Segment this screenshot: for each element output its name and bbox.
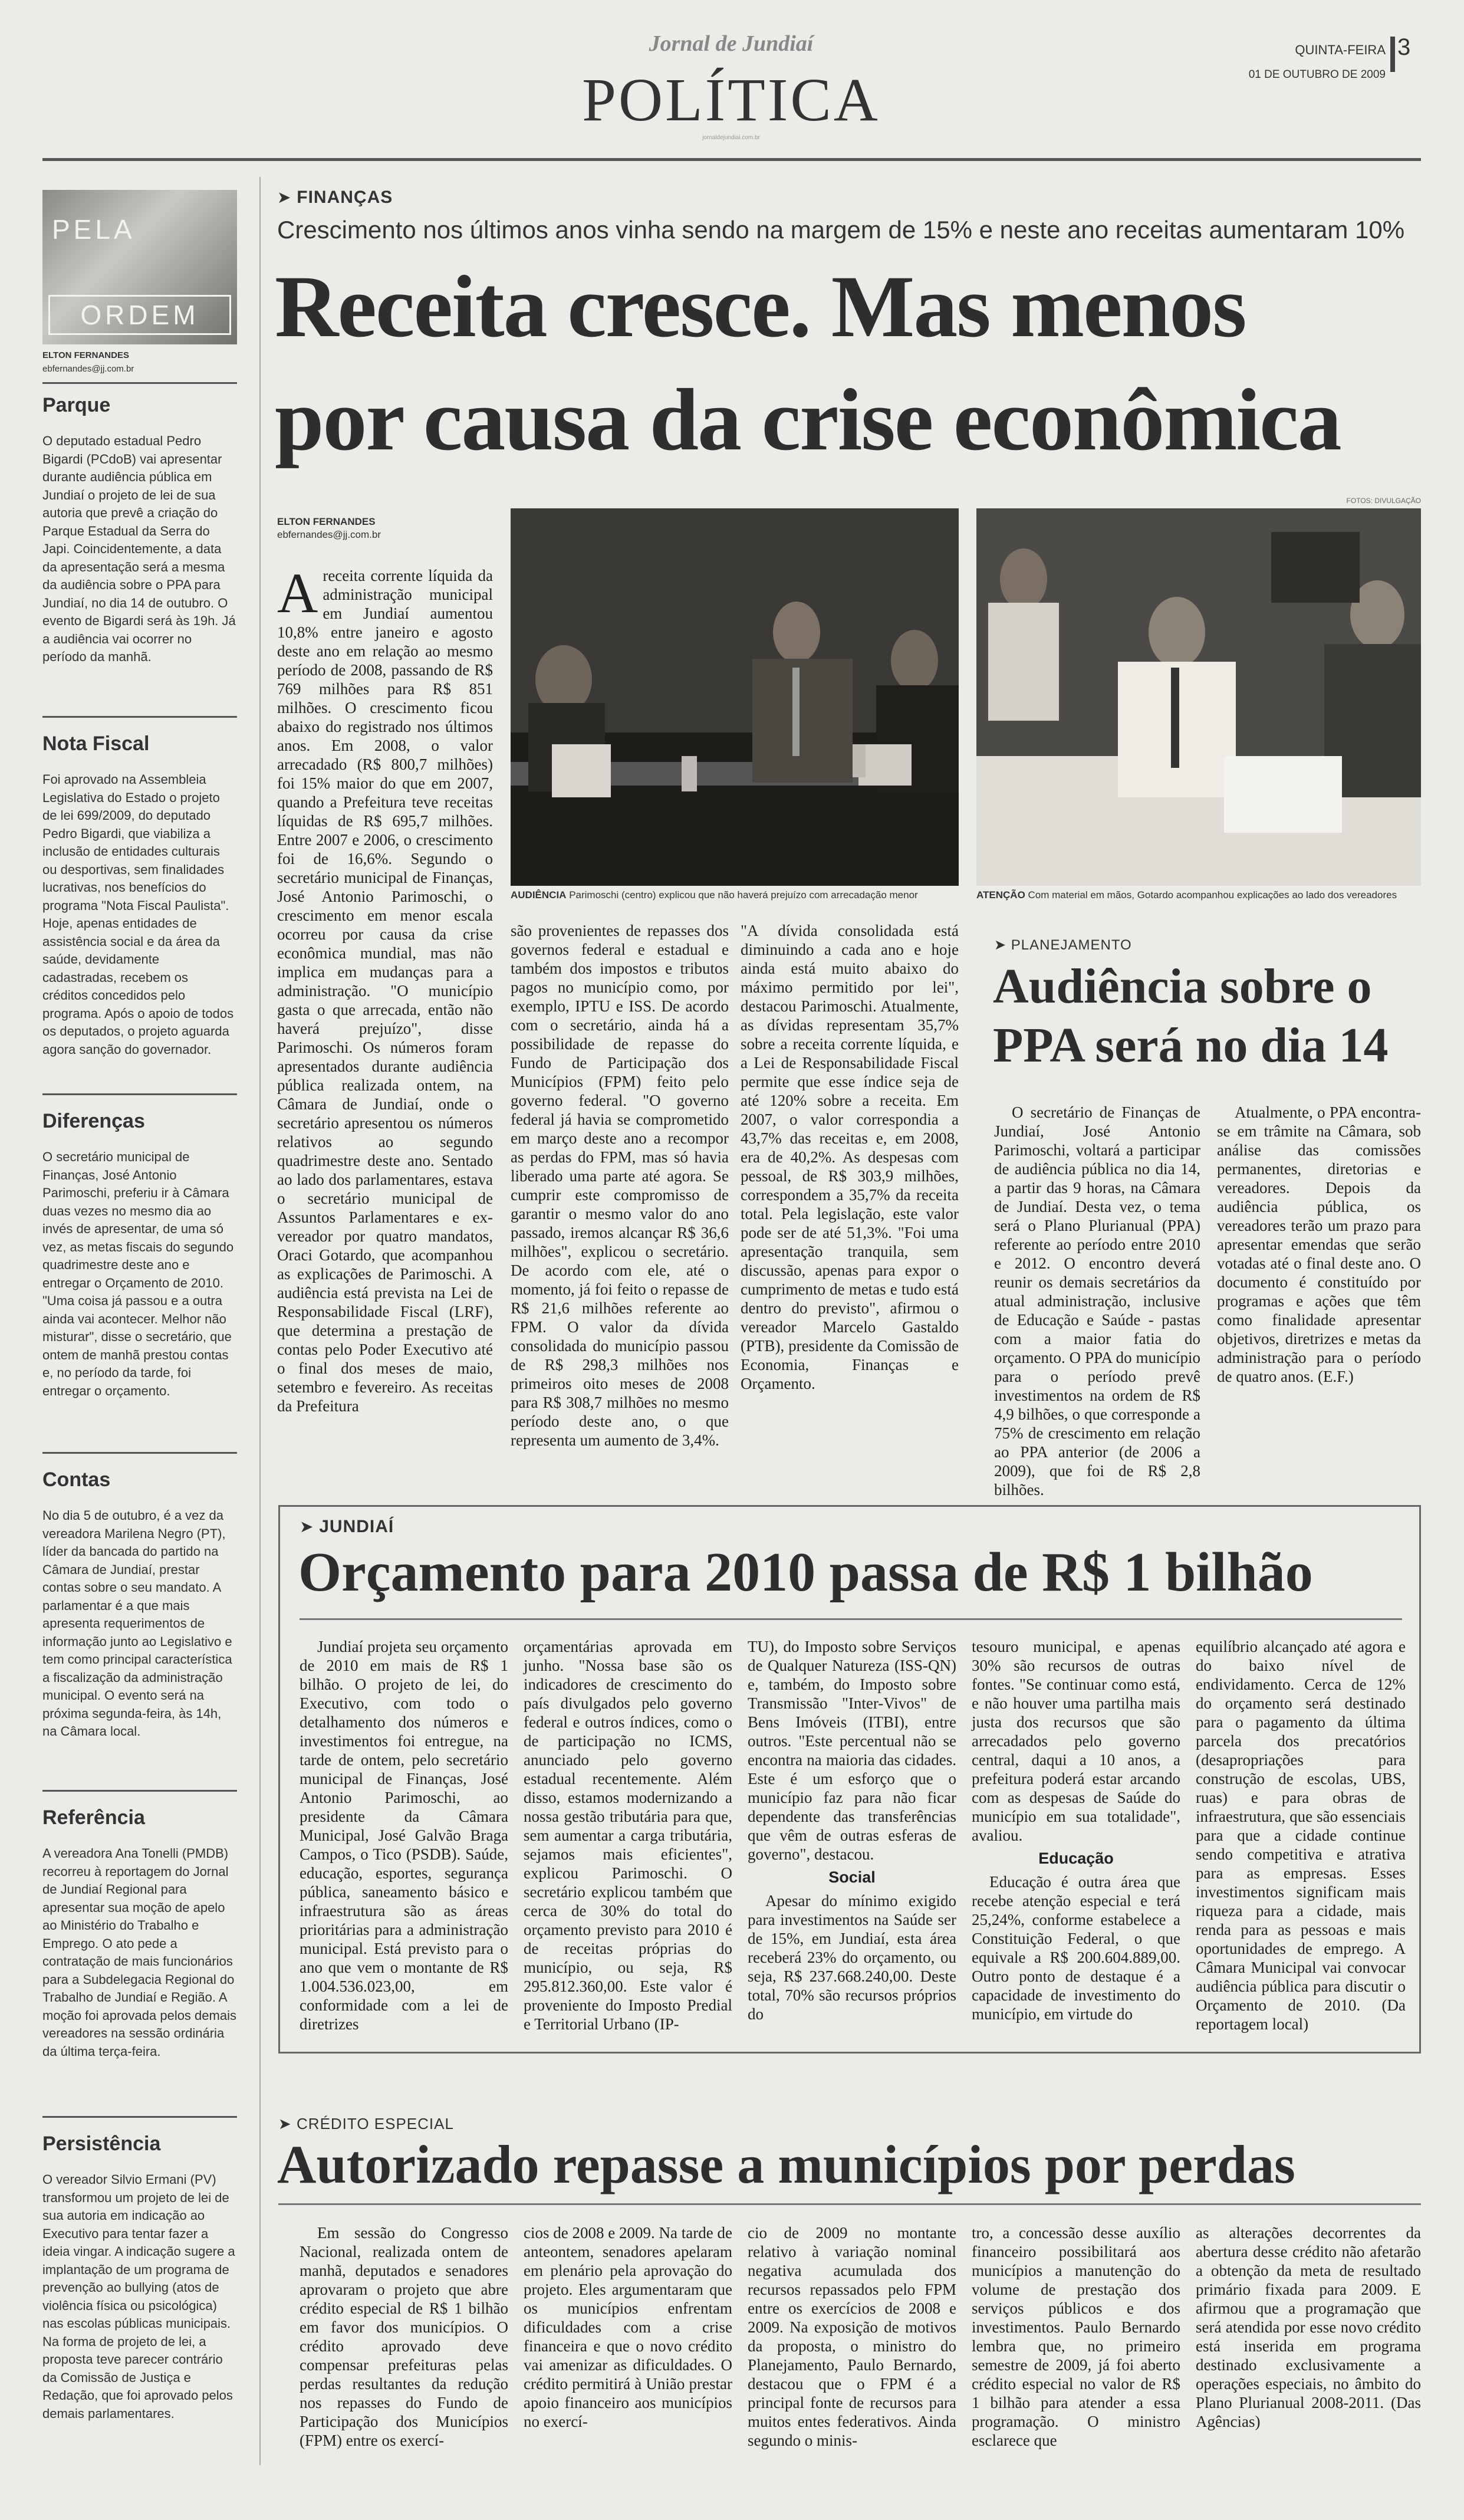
budget-col1-text: Jundiaí projeta seu orçamento de 2010 em mais de R$ 1 bilhão. O projeto de lei, do Executivo, com todo o detalhamento dos números e investimentos foi entregue, na tarde de ontem, pelo secretário municipal de Finanças, José Antonio Parimoschi, ao presidente da Câmara Municipal, José Galvão Braga Campos, o Tico (PSDB). Saúde, educação, esportes, segurança pública, saneamento básico e infraestrutura são as áreas prioritárias para a administração municipal. Está previsto para o ano que vem o montante de R$ 1.004.536.023,00, em conformidade com a lei de diretrizes: [300, 1638, 508, 2033]
main-headline-line1: Receita cresce. Mas menos: [275, 258, 1246, 356]
main-author: ELTON FERNANDES: [277, 516, 376, 527]
page-number: 3: [1397, 34, 1411, 60]
sidebar-vertical-rule: [259, 177, 261, 2465]
sidebar-rule: [42, 1093, 237, 1095]
budget-kicker: ➤ JUNDIAÍ: [300, 1517, 394, 1536]
kicker-arrow-icon: ➤: [300, 1517, 320, 1536]
note-title: Nota Fiscal: [42, 732, 150, 755]
main-col3-text: "A dívida consolidada está diminuindo a cada ano e hoje ainda está muito abaixo do máximo permitido por lei", destacou Parimoschi. Atualmente, as dívidas representam 35,7% sobre a receita corrente líquida, e a Lei de Responsabilidade Fiscal permite que esse índice seja de até 120% sobre a receita. Em 2007, o valor correspondia a 43,7% das receitas e, em 2008, era de 40,2%. As despesas com pessoal, de R$ 303,9 milhões, correspondem a 35,7% da receita total. Pela legislação, este valor pode ser de até 51,3%. "Foi uma apresentação tranquila, sem discussão, apenas para expor o cumprimento de metas e tudo está dentro do previsto", afirmou o vereador Marcelo Gastaldo (PTB), presidente da Comissão de Economia, Finanças e Orçamento.: [741, 922, 959, 1392]
section-title: POLÍTICA: [582, 66, 880, 134]
budget-col5-text: equilíbrio alcançado até agora e do baixo nível de endividamento. Cerca de 12% do orçamento será destinado para o pagamento da última parcela dos precatórios (desapropriações para construção de escolas, UBS, ruas) e para obras de infraestrutura, que são essenciais para que a cidade continue sendo competitiva e atrativa para as empresas. Esses investimentos significam mais riqueza para a cidade, mais renda para as pessoas e mais oportunidades de emprego. A Câmara Municipal vai convocar audiência pública para discutir o Orçamento de 2010. (Da reportagem local): [1196, 1638, 1406, 2033]
sidebar-note-parque: [42, 394, 237, 666]
photo-credit: FOTOS: DIVULGAÇÃO: [1346, 497, 1421, 505]
note-text: O deputado estadual Pedro Bigardi (PCdoB) vai apresentar durante audiência pública em Jundiaí o projeto de lei de sua autoria que prevê a criação do Parque Estadual da Serra do Japi. Coincidentemente, a data da apresentação será a mesma da audiência sobre o PPA para Jundiaí, no dia 14 de outubro. O evento de Bigardi será às 19h. Já a audiência vai ocorrer no período da manhã.: [42, 433, 236, 664]
budget-col-3: [748, 1637, 956, 2044]
main-col2-text: são provenientes de repasses dos governos federal e estadual e também dos impostos e tributos pagos no município como, por exemplo, IPTU e ISS. De acordo com o secretário, ainda há a possibilidade de repasse do Fundo de Participação dos Municípios (FPM) feito pelo governo federal. "O governo federal já havia se comprometido em março deste ano a recompor as perdas do FPM, mas só havia liberado uma parte até agora. Se cumprir este compromisso de garantir o mesmo valor do ano passado, iremos alcançar R$ 36,6 milhões", explicou o secretário. De acordo com ele, até o momento, já foi feito o repasse de R$ 21,6 milhões referente ao FPM. O valor da dívida consolidada do município passou de R$ 298,3 milhões nos primeiros oito meses de 2008 para R$ 308,7 milhões no mesmo período deste ano, o que representa um aumento de 3,4%.: [511, 922, 729, 1449]
note-title: Contas: [42, 1468, 111, 1491]
budget-headline: Orçamento para 2010 passa de R$ 1 bilhão: [298, 1542, 1313, 1603]
credit-col-3: [748, 2223, 956, 2459]
note-title: Referência: [42, 1806, 145, 1829]
credit-col1-text: Em sessão do Congresso Nacional, realizada ontem de manhã, deputados e senadores aprovaram o projeto que abre crédito especial de R$ 1 bilhão em favor dos municípios. O crédito aprovado deve compensar prefeituras pelas perdas resultantes da redução nos repasses do Fundo de Participação dos Municípios (FPM) entre os exercí-: [300, 2224, 508, 2449]
sidebar-rule: [42, 2116, 237, 2118]
ppa-col-1: [994, 1103, 1200, 1499]
logo-top-text: PELA: [52, 214, 136, 245]
column-logo: [42, 190, 237, 344]
photo-audiencia: [511, 508, 959, 886]
credit-col3-text: cio de 2009 no montante relativo à variação nominal negativa acumulada dos recursos repassados pelo FPM entre os exercícios de 2008 e 2009. Na exposição de motivos da proposta, o ministro do Planejamento, Paulo Bernardo, destacou que o FPM é a principal fonte de recursos para muitos entes federativos. Ainda segundo o minis-: [748, 2224, 956, 2449]
ppa-col-2: [1217, 1103, 1421, 1480]
sidebar-note-referencia: [42, 1806, 237, 2061]
sidebar-rule: [42, 716, 237, 718]
note-title: Parque: [42, 394, 111, 416]
logo-bottom-text: ORDEM: [48, 295, 231, 335]
paper-name: Jornal de Jundiaí: [649, 31, 814, 56]
ppa-col1-text: O secretário de Finanças de Jundiaí, José Antonio Parimoschi, voltará a participar de audiência pública no dia 14, a partir das 9 horas, na Câmara de Jundiaí. Desta vez, o tema será o Plano Plurianual (PPA) referente ao período entre 2010 e 2012. O encontro deverá reunir os demais secretários da atual administração, inclusive de Educação e Saúde - pastas com a maior fatia do orçamento. O PPA do município para o período prevê investimentos na ordem de R$ 4,9 bilhões, o que corresponde a 75% de crescimento em relação ao PPA anterior (de 2006 a 2009), que foi de R$ 2,8 bilhões.: [994, 1103, 1200, 1499]
note-text: A vereadora Ana Tonelli (PMDB) recorreu à reportagem do Jornal de Jundiaí Regional para apresentar sua moção de apelo ao Ministério do Trabalho e Emprego. O ato pede a contratação de mais funcionários para a Subdelegacia Regional do Trabalho de Jundiaí e Região. A moção foi aprovada pelos demais vereadores na sessão ordinária da última terça-feira.: [42, 1846, 236, 2059]
date: 01 DE OUTUBRO DE 2009: [1248, 68, 1386, 81]
budget-rule: [300, 1618, 1402, 1620]
credit-col-1: [300, 2223, 508, 2459]
caption-text: Parimoschi (centro) explicou que não haverá prejuízo com arrecadação menor: [569, 889, 918, 901]
credit-col2-text: cios de 2008 e 2009. Na tarde de anteontem, senadores apelaram em plenário pela aprovação do projeto. Eles argumentaram que os municípios enfrentam dificuldades com a crise financeira e que o novo crédito vai amenizar as dificuldades. O crédito permitirá à União prestar apoio financeiro aos municípios no exercí-: [524, 2224, 732, 2430]
sidebar-email: ebfernandes@jj.com.br: [42, 364, 134, 374]
credit-kicker: ➤ CRÉDITO ESPECIAL: [278, 2115, 454, 2133]
caption-label: AUDIÊNCIA: [511, 889, 567, 901]
masthead-divider: [42, 158, 1421, 161]
photo-atencao: [976, 508, 1421, 886]
credit-headline: Autorizado repasse a municípios por perdas: [277, 2134, 1295, 2194]
main-email: ebfernandes@jj.com.br: [277, 529, 381, 540]
budget-subhead-educacao: Educação: [1038, 1849, 1114, 1867]
note-text: O secretário municipal de Finanças, José Antonio Parimoschi, preferiu ir à Câmara duas vezes no mesmo dia ao invés de apresentar, de uma só vez, as metas fiscais do segundo quadrimestre deste ano e entregar o Orçamento de 2010. "Uma coisa já passou e a outra ainda vai acontecer. Melhor não misturar", disse o secretário, que ontem de manhã prestou contas e, no período da tarde, foi entregar o orçamento.: [42, 1149, 234, 1398]
kicker-arrow-icon: ➤: [278, 2115, 297, 2133]
page-number-bar: [1390, 37, 1395, 72]
credit-col-5: [1196, 2223, 1421, 2459]
kicker-arrow-icon: ➤: [277, 188, 297, 206]
caption-text: Com material em mãos, Gotardo acompanhou explicações ao lado dos vereadores: [1028, 889, 1397, 901]
budget-col-5: [1196, 1637, 1406, 2044]
budget-col-4: [972, 1637, 1180, 2044]
photo2-caption: [976, 889, 1397, 901]
sidebar-rule: [42, 382, 237, 384]
budget-col2-text: orçamentárias aprovada em junho. "Nossa base são os indicadores de crescimento do país divulgados pelo governo federal e outros índices, como o de participação no ICMS, anunciado pelo governo estadual recentemente. Além disso, estamos modernizando a nossa gestão tributária para que, sem aumentar a carga tributária, sejamos mais eficientes", explicou Parimoschi. O secretário explicou também que cerca de 30% do total do orçamento previsto para 2010 é de receitas próprias do município, ou seja, R$ 295.812.360,00. Este valor é proveniente do Imposto Predial e Territorial Urbano (IP-: [524, 1638, 732, 2033]
caption-label: ATENÇÃO: [976, 889, 1025, 901]
credit-col4-text: tro, a concessão desse auxílio financeiro possibilitará aos municípios a manutenção do volume de prestação dos serviços públicos e dos investimentos. Paulo Bernardo lembra que, no primeiro semestre de 2009, já foi aberto crédito especial no valor de R$ 1 bilhão para atender a essa programação. O ministro esclarece que: [972, 2224, 1180, 2449]
sidebar-note-persistencia: [42, 2133, 237, 2423]
sidebar-rule: [42, 1452, 237, 1454]
kicker-arrow-icon: ➤: [994, 937, 1011, 953]
ppa-kicker: ➤ PLANEJAMENTO: [994, 937, 1132, 953]
main-col-3: [741, 921, 959, 1476]
sidebar-note-contas: [42, 1468, 237, 1741]
main-kicker: ➤ FINANÇAS: [277, 188, 393, 207]
dropcap: A: [277, 561, 318, 625]
weekday: QUINTA-FEIRA: [1295, 42, 1386, 57]
budget-col3-cont: Apesar do mínimo exigido para investimentos na Saúde ser de 15%, em Jundiaí, esta área receberá 23% do orçamento, ou seja, R$ 237.668.240,00. Deste total, 70% são recursos próprios do: [748, 1892, 956, 2023]
photo1-caption: [511, 889, 918, 901]
budget-col-1: [300, 1637, 508, 2044]
sidebar-rule: [42, 1790, 237, 1792]
note-text: Foi aprovado na Assembleia Legislativa do Estado o projeto de lei 699/2009, do deputado Pedro Bigardi, que viabiliza a inclusão de entidades culturais ou desportivas, sem finalidades lucrativas, nos benefícios do programa "Nota Fiscal Paulista". Hoje, apenas entidades de assistência social e da área da saúde, devidamente cadastradas, recebem os créditos concedidos pelo programa. Após o apoio de todos os deputados, o projeto aguarda agora sanção do governador.: [42, 772, 234, 1057]
main-col-2: [511, 921, 729, 1476]
budget-col4-cont: Educação é outra área que recebe atenção especial e terá 25,24%, conforme estabelece a Constituição Federal, o que equivale a R$ 200.604.889,00. Outro ponto de destaque é a capacidade de investimento do município, em virtude do: [972, 1873, 1180, 2023]
credit-col-2: [524, 2223, 732, 2459]
note-title: Diferenças: [42, 1110, 145, 1132]
note-title: Persistência: [42, 2133, 161, 2155]
credit-col5-text: as alterações decorrentes da abertura desse crédito não afetarão a obtenção da meta de resultado primário fixada para 2009. E afirmou que a programação que será atendida por esse novo crédito está inserida em programa destinado exclusivamente a operações especiais, no âmbito do Plano Plurianual 2008-2011. (Das Agências): [1196, 2224, 1421, 2430]
sidebar-note-nota-fiscal: [42, 732, 237, 1059]
note-text: O vereador Silvio Ermani (PV) transformou um projeto de lei de sua autoria em indicação ao Executivo para tentar fazer a ideia vingar. A indicação sugere a implantação de um programa de prevenção ao bullying (atos de violência física ou psicológica) nas escolas públicas municipais. Na forma de projeto de lei, a proposta teve parecer contrário da Comissão de Justiça e Redação, que foi aprovado pelos demais parlamentares.: [42, 2172, 235, 2421]
credit-rule: [278, 2203, 1421, 2205]
budget-subhead-social: Social: [828, 1868, 876, 1886]
sidebar-author: ELTON FERNANDES: [42, 350, 129, 360]
main-headline-line2: por causa da crise econômica: [275, 371, 1341, 469]
credit-col-4: [972, 2223, 1180, 2459]
note-text: No dia 5 de outubro, é a vez da vereadora Marilena Negro (PT), líder da bancada do partido na Câmara de Jundiaí, prestar contas sobre o seu mandato. A parlamentar é a que mais apresenta requerimentos de informação junto ao Legislativo e tem como principal característica a fiscalização da administração municipal. O evento será na próxima segunda-feira, às 14h, na Câmara local.: [42, 1508, 232, 1739]
budget-col-2: [524, 1637, 732, 2044]
ppa-headline-line1: Audiência sobre o: [993, 959, 1372, 1014]
ppa-col2-text: Atualmente, o PPA encontra-se em trâmite na Câmara, sob análise das comissões permanentes, diretorias e vereadores. Depois da audiência pública, os vereadores terão um prazo para apresentar emendas que serão votadas até o final deste ano. O documento é constituído por programas e ações que têm como finalidade apresentar objetivos, diretrizes e metas da administração para o período de quatro anos. (E.F.): [1217, 1103, 1421, 1385]
sidebar-note-diferencas: [42, 1110, 237, 1400]
budget-col3-text: TU), do Imposto sobre Serviços de Qualquer Natureza (ISS-QN) e, também, do Imposto sobre Transmissão "Inter-Vivos" de Bens Imóveis (ITBI), entre outros. "Este percentual não se encontra na maioria das cidades. Este é um esforço que o município faz para não ficar dependente das transferências que vêm de outras esferas de governo", destacou.: [748, 1638, 956, 1863]
main-subtitle: Crescimento nos últimos anos vinha sendo na margem de 15% e neste ano receitas aumentaram 10%: [277, 216, 1405, 244]
masthead-small-line: jornaldejundiai.com.br: [702, 134, 760, 141]
main-col-1: [277, 561, 493, 1474]
ppa-headline-line2: PPA será no dia 14: [993, 1018, 1389, 1073]
main-col1-text: Areceita corrente líquida da administração municipal em Jundiaí aumentou 10,8% entre janeiro e agosto deste ano em relação ao mesmo período de 2008, passando de R$ 769 milhões para R$ 851 milhões. O crescimento ficou abaixo do registrado nos últimos anos. Em 2008, o valor arrecadado (R$ 800,7 milhões) foi 15% maior do que em 2007, quando a Prefeitura teve receitas líquidas de R$ 695,7 milhões. Entre 2007 e 2006, o crescimento foi de 16,6%. Segundo o secretário municipal de Finanças, José Antonio Parimoschi, o crescimento em menor escala ocorreu por causa da crise econômica mundial, mas não implica em mudanças para a administração. "O município gasta o que arrecada, então não haverá prejuízo", disse Parimoschi. Os números foram apresentados durante audiência pública realizada ontem, na Câmara de Jundiaí, onde o secretário apresentou os números relativos ao segundo quadrimestre deste ano. Sentado ao lado dos parlamentares, estava o secretário municipal de Assuntos Parlamentares e ex-vereador por quatro mandatos, Oraci Gotardo, que acompanhou as explicações de Parimoschi. A audiência está prevista na Lei de Responsabilidade Fiscal (LRF), que determina a prestação de contas pelo Poder Executivo até o final dos meses de maio, setembro e fevereiro. As receitas da Prefeitura: [277, 561, 493, 1415]
budget-col4-text: tesouro municipal, e apenas 30% são recursos de outras fontes. "Se continuar como está, e não houver uma partilha mais justa dos recursos que são arrecadados pelo governo central, daqui a 10 anos, a prefeitura poderá estar arcando com as despesas de Saúde do município em sua totalidade", avaliou.: [972, 1638, 1180, 1844]
